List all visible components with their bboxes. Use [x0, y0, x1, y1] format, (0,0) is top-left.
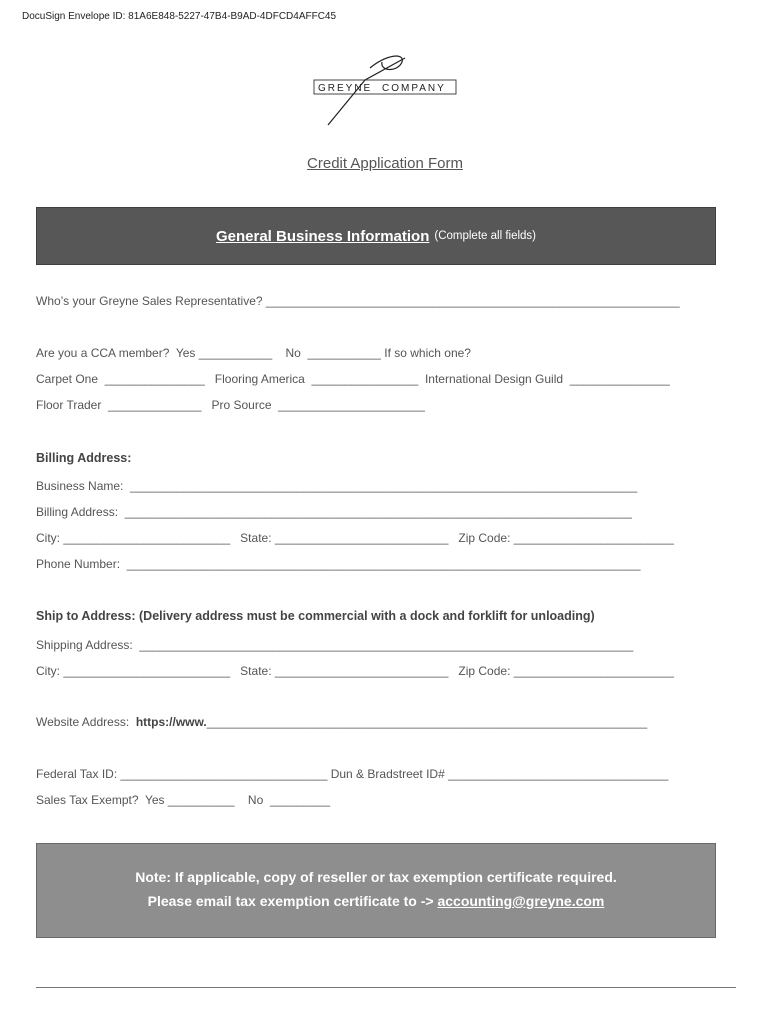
ship-to-label: Ship to Address:: [36, 609, 136, 623]
website-prefix: https://www.: [135, 715, 207, 729]
billing-address-heading: Billing Address:: [36, 451, 132, 465]
sales-tax-exempt-field[interactable]: Sales Tax Exempt? Yes __________ No _________: [36, 793, 331, 807]
sales-rep-field[interactable]: Who’s your Greyne Sales Representative? ______________________________________________________________: [36, 294, 680, 308]
form-title: Credit Application Form: [307, 155, 463, 172]
logo-right-text: COMPANY: [382, 83, 446, 94]
shipping-address-field[interactable]: Shipping Address: __________________________________________________________________________: [36, 638, 634, 652]
phone-number-field[interactable]: Phone Number: _____________________________________________________________________________: [36, 557, 641, 571]
ship-to-note: (Delivery address must be commercial with a dock and forklift for unloading): [135, 609, 595, 623]
tax-id-field[interactable]: Federal Tax ID: _______________________________ Dun & Bradstreet ID# _________________________________: [36, 767, 669, 781]
cca-groups-row-1[interactable]: Carpet One _______________ Flooring America ________________ International Design Guild _______________: [36, 372, 670, 386]
general-info-subheading: (Complete all fields): [434, 230, 536, 242]
billing-city-state-zip-field[interactable]: City: _________________________ State: __________________________ Zip Code: ________________________: [36, 531, 674, 545]
greyne-company-logo: [310, 50, 460, 130]
docusign-envelope-id: DocuSign Envelope ID: 81A6E848-5227-47B4-B9AD-4DFCD4AFFC45: [22, 11, 337, 22]
cca-groups-row-2[interactable]: Floor Trader ______________ Pro Source ______________________: [36, 398, 425, 412]
website-label: Website Address:: [36, 715, 136, 729]
business-name-field[interactable]: Business Name: ____________________________________________________________________________: [36, 479, 638, 493]
website-blank[interactable]: __________________________________________________________________: [206, 715, 648, 729]
logo-mark: [310, 50, 460, 130]
website-field[interactable]: [36, 715, 647, 729]
tax-exemption-note: [36, 843, 716, 938]
footer-divider: [36, 987, 736, 988]
cca-member-field[interactable]: Are you a CCA member? Yes ___________ No ___________ If so which one?: [36, 346, 471, 360]
note-line-2-prefix: Please email tax exemption certificate to ->: [147, 893, 438, 909]
note-line-1: Note: If applicable, copy of reseller or tax exemption certificate required.: [135, 869, 617, 885]
general-info-banner: [36, 207, 716, 265]
ship-city-state-zip-field[interactable]: City: _________________________ State: __________________________ Zip Code: ________________________: [36, 664, 674, 678]
accounting-email-link[interactable]: accounting@greyne.com: [437, 893, 605, 909]
ship-to-heading: [36, 609, 595, 623]
general-info-heading: General Business Information: [215, 227, 430, 245]
note-line-2: [37, 893, 715, 909]
logo-left-text: GREYNE: [318, 83, 373, 94]
billing-address-field[interactable]: Billing Address: ____________________________________________________________________________: [36, 505, 632, 519]
